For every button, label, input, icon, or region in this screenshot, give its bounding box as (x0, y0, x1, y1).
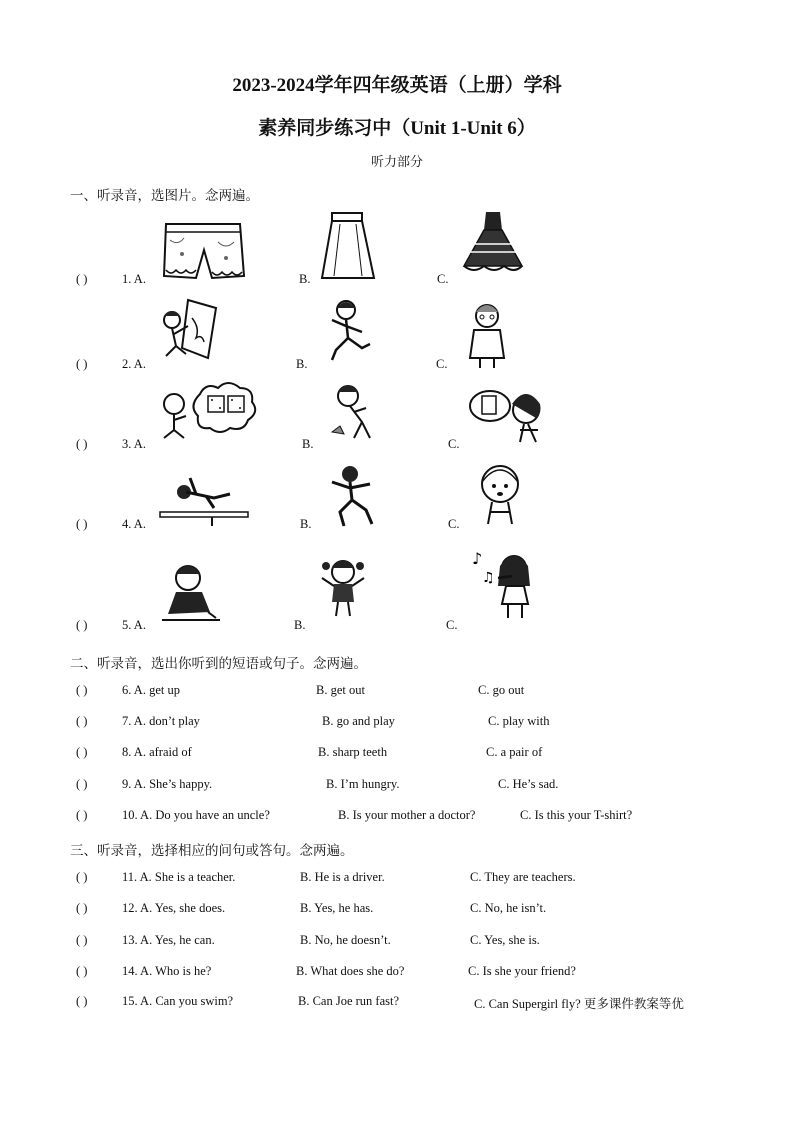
answer-blank-11[interactable]: ( ) (76, 870, 88, 884)
q14-option-c: C. Is she your friend? (468, 964, 576, 978)
q12-option-a: 12. A. Yes, she does. (122, 901, 226, 915)
answer-blank-14[interactable]: ( ) (76, 964, 88, 978)
answer-blank-10[interactable]: ( ) (76, 808, 88, 822)
high-jump-picture[interactable] (156, 472, 250, 528)
dress-picture[interactable] (460, 208, 526, 276)
q2-option-a-label: 2. A. (122, 357, 146, 371)
section3-heading: 三、听录音，选择相应的问句或答句。念两遍。 (70, 843, 354, 858)
q11-option-a: 11. A. She is a teacher. (122, 870, 236, 884)
q6-option-a: 6. A. get up (122, 683, 180, 697)
kid-looking-down-picture[interactable] (326, 382, 386, 442)
answer-blank-8[interactable]: ( ) (76, 745, 88, 759)
girl-flute-music-picture[interactable] (470, 548, 542, 622)
boy-running-picture[interactable] (324, 298, 376, 364)
q14-option-a: 14. A. Who is he? (122, 964, 212, 978)
q4-option-b-label: B. (300, 517, 312, 531)
answer-blank-15[interactable]: ( ) (76, 994, 88, 1008)
girl-thirsty-picture[interactable] (468, 386, 554, 448)
q1-option-c-label: C. (437, 272, 449, 286)
q15-option-b: B. Can Joe run fast? (298, 994, 400, 1008)
q14-option-b: B. What does she do? (296, 964, 405, 978)
page-title-line2: 素养同步练习中（Unit 1-Unit 6） (258, 118, 536, 139)
q7-option-a: 7. A. don’t play (122, 714, 200, 728)
q4-option-a-label: 4. A. (122, 517, 146, 531)
q11-option-b: B. He is a driver. (300, 870, 385, 884)
q10-option-c: C. Is this your T-shirt? (520, 808, 633, 822)
answer-blank-13[interactable]: ( ) (76, 933, 88, 947)
q6-option-b: B. get out (316, 683, 365, 697)
q4-option-c-label: C. (448, 517, 460, 531)
q7-option-c: C. play with (488, 714, 550, 728)
boy-writing-picture[interactable] (158, 562, 224, 628)
page-title-line1: 2023-2024学年四年级英语（上册）学科 (232, 75, 562, 96)
answer-blank-12[interactable]: ( ) (76, 901, 88, 915)
runner-picture[interactable] (320, 464, 382, 530)
q8-option-a: 8. A. afraid of (122, 745, 192, 759)
q12-option-b: B. Yes, he has. (300, 901, 374, 915)
girl-cheering-picture[interactable] (316, 556, 370, 620)
answer-blank-1[interactable]: ( ) (76, 272, 88, 286)
girl-drawing-picture[interactable] (158, 296, 220, 362)
q5-option-b-label: B. (294, 618, 306, 632)
q11-option-c: C. They are teachers. (470, 870, 576, 884)
q9-option-a: 9. A. She’s happy. (122, 777, 213, 791)
svg-text:♫: ♫ (482, 570, 495, 586)
shorts-picture[interactable] (160, 220, 246, 282)
q15-option-c: C. Can Supergirl fly? 更多课件教案等优 (474, 997, 684, 1011)
q3-option-c-label: C. (448, 437, 460, 451)
q15-option-a: 15. A. Can you swim? (122, 994, 234, 1008)
q10-option-a: 10. A. Do you have an uncle? (122, 808, 270, 822)
answer-blank-4[interactable]: ( ) (76, 517, 88, 531)
boy-thinking-biscuits-picture[interactable] (156, 380, 260, 442)
q8-option-b: B. sharp teeth (318, 745, 388, 759)
q13-option-c: C. Yes, she is. (470, 933, 540, 947)
answer-blank-6[interactable]: ( ) (76, 683, 88, 697)
section1-heading: 一、听录音，选图片。念两遍。 (70, 188, 259, 203)
answer-blank-2[interactable]: ( ) (76, 357, 88, 371)
skirt-picture[interactable] (318, 210, 378, 282)
q13-option-a: 13. A. Yes, he can. (122, 933, 215, 947)
q2-option-c-label: C. (436, 357, 448, 371)
q1-option-b-label: B. (299, 272, 311, 286)
q5-option-a-label: 5. A. (122, 618, 146, 632)
q3-option-b-label: B. (302, 437, 314, 451)
answer-blank-7[interactable]: ( ) (76, 714, 88, 728)
q5-option-c-label: C. (446, 618, 458, 632)
q9-option-b: B. I’m hungry. (326, 777, 400, 791)
page-subtitle: 听力部分 (370, 154, 423, 169)
q9-option-c: C. He’s sad. (498, 777, 559, 791)
q7-option-b: B. go and play (322, 714, 395, 728)
q10-option-b: B. Is your mother a doctor? (338, 808, 476, 822)
q1-option-a-label: 1. A. (122, 272, 146, 286)
answer-blank-5[interactable]: ( ) (76, 618, 88, 632)
girl-singing-picture[interactable] (472, 462, 528, 528)
q6-option-c: C. go out (478, 683, 525, 697)
grandma-picture[interactable] (466, 302, 508, 370)
answer-blank-3[interactable]: ( ) (76, 437, 88, 451)
svg-text:♪: ♪ (472, 549, 483, 568)
q8-option-c: C. a pair of (486, 745, 543, 759)
section2-heading: 二、听录音，选出你听到的短语或句子。念两遍。 (70, 656, 367, 671)
q13-option-b: B. No, he doesn’t. (300, 933, 391, 947)
answer-blank-9[interactable]: ( ) (76, 777, 88, 791)
q12-option-c: C. No, he isn’t. (470, 901, 547, 915)
q3-option-a-label: 3. A. (122, 437, 146, 451)
q2-option-b-label: B. (296, 357, 308, 371)
